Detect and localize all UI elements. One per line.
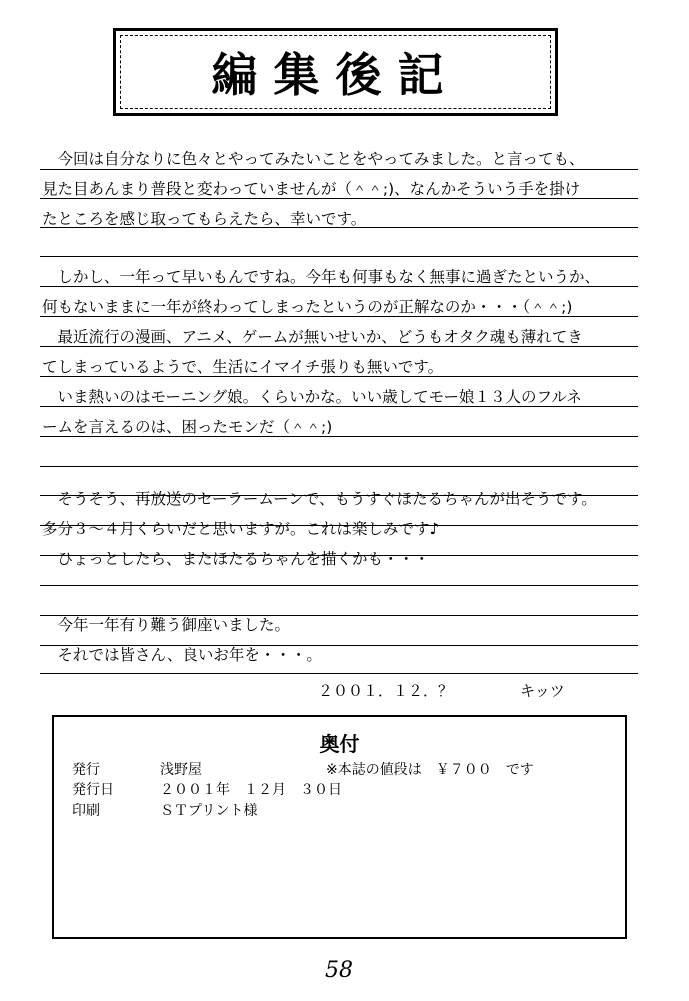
afterword-line: 今回は自分なりに色々とやってみたいことをやってみました。と言っても、 (42, 150, 585, 168)
afterword-line: 最近流行の漫画、アニメ、ゲームが無いせいか、どうもオタク魂も薄れてき (42, 328, 583, 346)
afterword-line: それでは皆さん、良いお年を・・・。 (42, 646, 322, 664)
signoff-author: キッツ (520, 682, 565, 700)
ruled-line (40, 585, 638, 586)
colophon-date-value: ２００１年 １２月 ３０日 (160, 782, 342, 798)
afterword-line: 見た目あんまり普段と変わっていませんが（＾＾;)、なんかそういう手を掛け (42, 180, 581, 198)
colophon-title: 奥付 (319, 732, 360, 756)
afterword-line: そうそう、再放送のセーラームーンで、もうすぐほたるちゃんが出そうです。 (42, 490, 597, 508)
afterword-line: しかし、一年って早いもんですね。今年も何事もなく無事に過ぎたというか、 (42, 268, 601, 286)
afterword-line: たところを感じ取ってもらえたら、幸いです。 (42, 210, 367, 228)
afterword-line: てしまっているようで、生活にイマイチ張りも無いです。 (42, 358, 444, 376)
page-number: 58 (325, 958, 353, 983)
page-title: 編集後記 (211, 48, 460, 102)
afterword-line: 多分３～４月くらいだと思いますが。これは楽しみです♪ (42, 520, 440, 538)
colophon-date-label: 発行日 (72, 782, 114, 798)
colophon-publisher-value: 浅野屋 (160, 762, 202, 778)
afterword-line: ひょっとしたら、またほたるちゃんを描くかも・・・ (42, 550, 430, 568)
ruled-line (40, 673, 638, 674)
afterword-line: ームを言えるのは、困ったモンだ（＾＾;) (42, 418, 333, 436)
colophon-publisher-label: 発行 (72, 762, 100, 778)
signoff-date: ２００１．１２．？ (318, 682, 454, 700)
ruled-line (40, 256, 638, 257)
colophon-printer-value: ＳＴプリント様 (160, 803, 258, 819)
afterword-line: 今年一年有り難う御座いました。 (42, 616, 291, 634)
colophon-price-note: ※本誌の値段は ￥７００ です (326, 762, 534, 778)
colophon-printer-label: 印刷 (72, 803, 100, 819)
afterword-line: 何もないままに一年が終わってしまったというのが正解なのか・・・（＾＾;) (42, 298, 573, 316)
ruled-line (40, 466, 638, 467)
afterword-line: いま熱いのはモーニング娘。くらいかな。いい歳してモー娘１３人のフルネ (42, 388, 582, 406)
